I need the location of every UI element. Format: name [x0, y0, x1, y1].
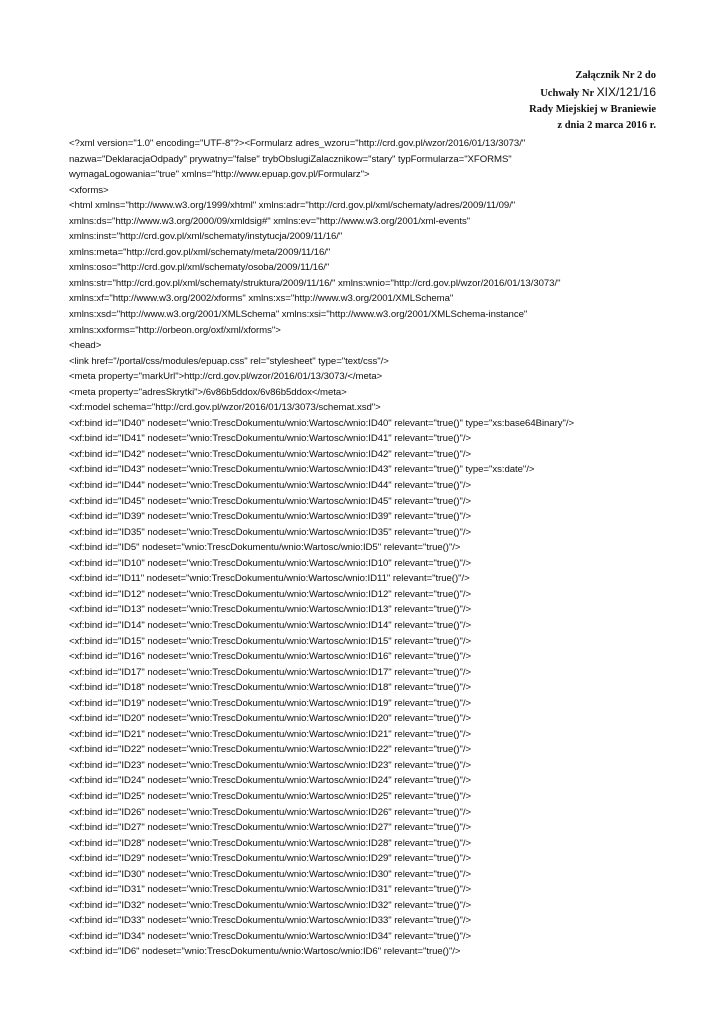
code-line: <xf:bind id="ID27" nodeset="wnio:TrescDokumentu/wnio:Wartosc/wnio:ID27" relevant="true()"/> — [69, 822, 472, 834]
code-line: wymagaLogowania="true" xmlns="http://www.epuap.gov.pl/Formularz"> — [69, 169, 370, 181]
code-line: xmlns:xf="http://www.w3.org/2002/xforms" xmlns:xs="http://www.w3.org/2001/XMLSchema" — [69, 293, 454, 305]
council-name: Rady Miejskiej w Braniewie — [529, 104, 656, 115]
code-line: <?xml version="1.0" encoding="UTF-8"?><Formularz adres_wzoru="http://crd.gov.pl/wzor/2016/01/13/3073/" — [69, 138, 526, 149]
code-line: <xf:bind id="ID45" nodeset="wnio:TrescDokumentu/wnio:Wartosc/wnio:ID45" relevant="true()"/> — [69, 495, 472, 507]
code-line: <xf:bind id="ID21" nodeset="wnio:TrescDokumentu/wnio:Wartosc/wnio:ID21" relevant="true()"/> — [69, 728, 472, 740]
code-line: <xf:bind id="ID28" nodeset="wnio:TrescDokumentu/wnio:Wartosc/wnio:ID28" relevant="true()"/> — [69, 837, 472, 849]
resolution-number-line — [529, 84, 656, 102]
code-line: <xforms> — [69, 184, 109, 196]
code-line: <xf:bind id="ID19" nodeset="wnio:TrescDokumentu/wnio:Wartosc/wnio:ID19" relevant="true()"/> — [69, 697, 472, 709]
code-line: xmlns:xsd="http://www.w3.org/2001/XMLSchema" xmlns:xsi="http://www.w3.org/2001/XMLSchema-instance" — [69, 309, 528, 321]
code-line: <xf:bind id="ID13" nodeset="wnio:TrescDokumentu/wnio:Wartosc/wnio:ID13" relevant="true()"/> — [69, 604, 472, 616]
code-line: xmlns:oso="http://crd.gov.pl/xml/schematy/osoba/2009/11/16/" — [69, 262, 330, 274]
code-line: <xf:bind id="ID22" nodeset="wnio:TrescDokumentu/wnio:Wartosc/wnio:ID22" relevant="true()"/> — [69, 744, 472, 756]
code-line: <xf:bind id="ID18" nodeset="wnio:TrescDokumentu/wnio:Wartosc/wnio:ID18" relevant="true()"/> — [69, 682, 472, 694]
code-line: nazwa="DeklaracjaOdpady" prywatny="false" trybObslugiZalacznikow="stary" typFormularza="XFORMS" — [69, 153, 512, 165]
code-line: <xf:bind id="ID29" nodeset="wnio:TrescDokumentu/wnio:Wartosc/wnio:ID29" relevant="true()"/> — [69, 853, 472, 865]
code-line: <xf:bind id="ID25" nodeset="wnio:TrescDokumentu/wnio:Wartosc/wnio:ID25" relevant="true()"/> — [69, 790, 472, 802]
code-line: <xf:bind id="ID43" nodeset="wnio:TrescDokumentu/wnio:Wartosc/wnio:ID43" relevant="true()" type="xs:date"/> — [69, 464, 535, 476]
code-line: xmlns:str="http://crd.gov.pl/xml/schematy/struktura/2009/11/16/" xmlns:wnio="http://crd.gov.pl/wzor/2016/01/13/3073/" — [69, 277, 561, 289]
code-line: <xf:bind id="ID16" nodeset="wnio:TrescDokumentu/wnio:Wartosc/wnio:ID16" relevant="true()"/> — [69, 651, 472, 663]
code-line: <xf:bind id="ID23" nodeset="wnio:TrescDokumentu/wnio:Wartosc/wnio:ID23" relevant="true()"/> — [69, 759, 472, 771]
resolution-attachment-header — [529, 68, 656, 134]
code-line: <xf:bind id="ID17" nodeset="wnio:TrescDokumentu/wnio:Wartosc/wnio:ID17" relevant="true()"/> — [69, 666, 472, 678]
code-line: <xf:bind id="ID5" nodeset="wnio:TrescDokumentu/wnio:Wartosc/wnio:ID5" relevant="true()"/> — [69, 542, 461, 554]
code-line: <xf:bind id="ID11" nodeset="wnio:TrescDokumentu/wnio:Wartosc/wnio:ID11" relevant="true()"/> — [69, 573, 470, 585]
xml-code-listing — [69, 136, 669, 960]
code-line: <xf:bind id="ID20" nodeset="wnio:TrescDokumentu/wnio:Wartosc/wnio:ID20" relevant="true()"/> — [69, 713, 472, 725]
code-line: <xf:bind id="ID35" nodeset="wnio:TrescDokumentu/wnio:Wartosc/wnio:ID35" relevant="true()"/> — [69, 526, 472, 538]
code-line: <xf:bind id="ID32" nodeset="wnio:TrescDokumentu/wnio:Wartosc/wnio:ID32" relevant="true()"/> — [69, 899, 472, 911]
attachment-number: Załącznik Nr 2 do — [575, 70, 656, 81]
code-line: <xf:bind id="ID33" nodeset="wnio:TrescDokumentu/wnio:Wartosc/wnio:ID33" relevant="true()"/> — [69, 915, 472, 927]
code-line: xmlns:xxforms="http://orbeon.org/oxf/xml/xforms"> — [69, 324, 281, 336]
code-line: <xf:bind id="ID42" nodeset="wnio:TrescDokumentu/wnio:Wartosc/wnio:ID42" relevant="true()"/> — [69, 448, 472, 460]
code-line: <xf:bind id="ID39" nodeset="wnio:TrescDokumentu/wnio:Wartosc/wnio:ID39" relevant="true()"/> — [69, 511, 472, 523]
code-line: <xf:bind id="ID26" nodeset="wnio:TrescDokumentu/wnio:Wartosc/wnio:ID26" relevant="true()"/> — [69, 806, 472, 818]
code-line: <xf:bind id="ID15" nodeset="wnio:TrescDokumentu/wnio:Wartosc/wnio:ID15" relevant="true()"/> — [69, 635, 472, 647]
code-line: <head> — [69, 340, 102, 352]
code-line: <xf:bind id="ID24" nodeset="wnio:TrescDokumentu/wnio:Wartosc/wnio:ID24" relevant="true()"/> — [69, 775, 472, 787]
code-line: <xf:bind id="ID14" nodeset="wnio:TrescDokumentu/wnio:Wartosc/wnio:ID14" relevant="true()"/> — [69, 619, 472, 631]
code-line: <xf:bind id="ID34" nodeset="wnio:TrescDokumentu/wnio:Wartosc/wnio:ID34" relevant="true()"/> — [69, 930, 472, 942]
code-line: <xf:bind id="ID44" nodeset="wnio:TrescDokumentu/wnio:Wartosc/wnio:ID44" relevant="true()"/> — [69, 480, 472, 492]
code-line: xmlns:meta="http://crd.gov.pl/xml/schematy/meta/2009/11/16/" — [69, 246, 331, 258]
code-line: <meta property="adresSkrytki">/6v86b5ddox/6v86b5ddox</meta> — [69, 386, 347, 398]
code-line: <xf:bind id="ID10" nodeset="wnio:TrescDokumentu/wnio:Wartosc/wnio:ID10" relevant="true()"/> — [69, 557, 472, 569]
code-line: <xf:bind id="ID30" nodeset="wnio:TrescDokumentu/wnio:Wartosc/wnio:ID30" relevant="true()"/> — [69, 868, 472, 880]
code-line: <xf:bind id="ID12" nodeset="wnio:TrescDokumentu/wnio:Wartosc/wnio:ID12" relevant="true()"/> — [69, 588, 472, 600]
code-line: <xf:bind id="ID40" nodeset="wnio:TrescDokumentu/wnio:Wartosc/wnio:ID40" relevant="true()" type="xs:base64Binary"/> — [69, 417, 575, 429]
code-line: xmlns:ds="http://www.w3.org/2000/09/xmldsig#" xmlns:ev="http://www.w3.org/2001/xml-events" — [69, 215, 471, 227]
code-line: <xf:model schema="http://crd.gov.pl/wzor/2016/01/13/3073/schemat.xsd"> — [69, 402, 381, 414]
code-line: <meta property="markUrl">http://crd.gov.pl/wzor/2016/01/13/3073/</meta> — [69, 371, 383, 383]
code-line: <xf:bind id="ID31" nodeset="wnio:TrescDokumentu/wnio:Wartosc/wnio:ID31" relevant="true()"/> — [69, 884, 472, 896]
code-line: <xf:bind id="ID6" nodeset="wnio:TrescDokumentu/wnio:Wartosc/wnio:ID6" relevant="true()"/> — [69, 946, 461, 958]
code-line: <html xmlns="http://www.w3.org/1999/xhtml" xmlns:adr="http://crd.gov.pl/xml/schematy/adres/2009/11/09/" — [69, 200, 516, 212]
resolution-date: z dnia 2 marca 2016 r. — [557, 120, 656, 131]
code-line: xmlns:inst="http://crd.gov.pl/xml/schematy/instytucja/2009/11/16/" — [69, 231, 343, 243]
resolution-prefix: Uchwały Nr — [540, 88, 597, 99]
code-line: <xf:bind id="ID41" nodeset="wnio:TrescDokumentu/wnio:Wartosc/wnio:ID41" relevant="true()"/> — [69, 433, 472, 445]
resolution-number: XIX/121/16 — [596, 85, 656, 99]
code-line: <link href="/portal/css/modules/epuap.css" rel="stylesheet" type="text/css"/> — [69, 355, 389, 367]
